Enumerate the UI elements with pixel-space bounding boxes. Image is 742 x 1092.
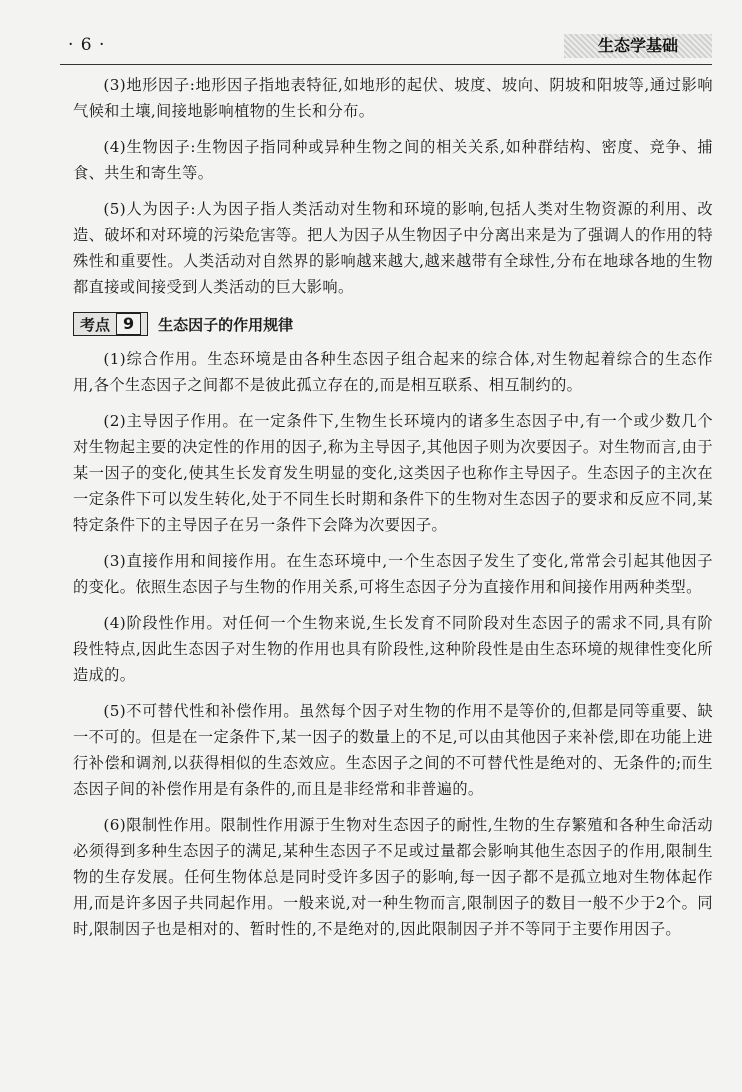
page-header <box>60 30 712 62</box>
paragraph-dominant-factor: (2)主导因子作用。在一定条件下,生物生长环境内的诸多生态因子中,有一个或少数几个对生物起主要的决定性的作用的因子,称为主导因子,其他因子则为次要因子。对生物而言,由于某一因子的变化,使其生长发育发生明显的变化,这类因子也称作主导因子。生态因子的主次在一定条件下可以发生转化,处于不同生长时期和条件下的生物对生态因子的要求和反应不同,某特定条件下的主导因子在另一条件下会降为次要因子。 <box>73 412 713 534</box>
book-title-banner: 生态学基础 <box>564 34 712 58</box>
section-title: 生态因子的作用规律 <box>158 315 294 334</box>
paragraph-irreplaceability: (5)不可替代性和补偿作用。虽然每个因子对生物的作用不是等价的,但都是同等重要、缺一不可的。但是在一定条件下,某一因子的数量上的不足,可以由其他因子来补偿,即在功能上进行补偿和调剂,以获得相似的生态效应。生态因子之间的不可替代性是绝对的、无条件的;而生态因子间的补偿作用是有条件的,而且是非经常和非普遍的。 <box>73 702 713 798</box>
paragraph-terrain-factor: (3)地形因子:地形因子指地表特征,如地形的起伏、坡度、坡向、阴坡和阳坡等,通过影响气候和土壤,间接地影响植物的生长和分布。 <box>73 76 713 120</box>
paragraph-biotic-factor: (4)生物因子:生物因子指同种或异种生物之间的相关关系,如种群结构、密度、竞争、捕食、共生和寄生等。 <box>73 138 713 182</box>
section-badge <box>73 312 148 336</box>
header-divider <box>60 64 712 65</box>
section-badge-number: 9 <box>116 313 141 335</box>
section-badge-label: 考点 <box>80 315 111 334</box>
paragraph-stage-effect: (4)阶段性作用。对任何一个生物来说,生长发育不同阶段对生态因子的需求不同,具有阶段性特点,因此生态因子对生物的作用也具有阶段性,这种阶段性是由生态环境的规律性变化所造成的。 <box>73 614 713 684</box>
page-number: · 6 · <box>68 35 106 55</box>
page-body <box>73 72 713 952</box>
paragraph-human-factor: (5)人为因子:人为因子指人类活动对生物和环境的影响,包括人类对生物资源的利用、改造、破坏和对环境的污染危害等。把人为因子从生物因子中分离出来是为了强调人的作用的特殊性和重要性。人类活动对自然界的影响越来越大,越来越带有全球性,分布在地球各地的生物都直接或间接受到人类活动的巨大影响。 <box>73 200 713 296</box>
paragraph-direct-indirect: (3)直接作用和间接作用。在生态环境中,一个生态因子发生了变化,常常会引起其他因子的变化。依照生态因子与生物的作用关系,可将生态因子分为直接作用和间接作用两种类型。 <box>73 552 713 596</box>
section-heading <box>73 310 713 338</box>
paragraph-comprehensive-effect: (1)综合作用。生态环境是由各种生态因子组合起来的综合体,对生物起着综合的生态作用,各个生态因子之间都不是彼此孤立存在的,而是相互联系、相互制约的。 <box>73 350 713 394</box>
paragraph-limiting-effect: (6)限制性作用。限制性作用源于生物对生态因子的耐性,生物的生存繁殖和各种生命活动必须得到多种生态因子的满足,某种生态因子不足或过量都会影响其他生态因子的作用,限制生物的生存发展。任何生物体总是同时受许多因子的影响,每一因子都不是孤立地对生物体起作用,而是许多因子共同起作用。一般来说,对一种生物而言,限制因子的数目一般不少于2个。同时,限制因子也是相对的、暂时性的,不是绝对的,因此限制因子并不等同于主要作用因子。 <box>73 816 713 938</box>
